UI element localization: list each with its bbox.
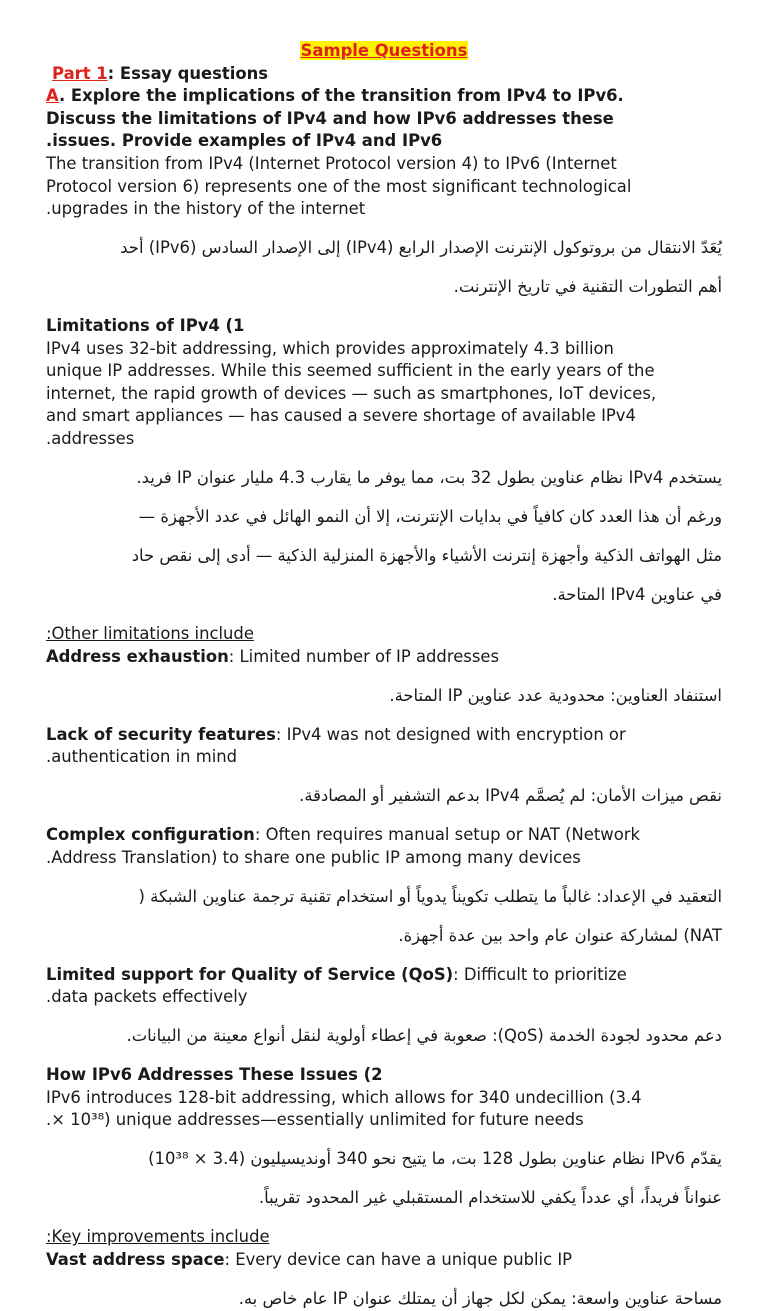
lim-en-3: internet, the rapid growth of devices — such as smartphones, IoT devices, [46,383,657,403]
vast-ar: مساحة عناوين واسعة: يمكن لكل جهاز أن يمتلك عنوان IP عام خاص به. [238,1288,722,1308]
question-letter: A [46,86,59,106]
part-rest: : Essay questions [107,63,269,83]
intro-en-1: The transition from IPv4 (Internet Protocol version 4) to IPv6 (Internet [46,153,617,173]
lim-ar-1: يستخدم IPv4 نظام عناوين بطول 32 بت، مما يوفر ما يقارب 4.3 مليار عنوان IP فريد. [136,468,722,488]
vast-desc: : Every device can have a unique public IP [224,1249,573,1269]
address-exhaustion-term: Address exhaustion [46,646,229,666]
lim-en-5: .addresses [46,429,135,449]
question-line-1 [46,85,722,108]
ipv6-ar-2: عنواناً فريداً، أي عدداً يكفي للاستخدام المستقبلي غير المحدود تقريباً. [258,1188,722,1208]
question-line-3: .issues. Provide examples of IPv4 and IPv6 [46,131,443,151]
other-limitations-label: :Other limitations include [46,624,254,643]
address-exhaustion-line [46,646,722,669]
qos-ar: دعم محدود لجودة الخدمة (QoS): صعوبة في إعطاء أولوية لنقل أنواع معينة من البيانات. [126,1026,722,1046]
doc-title-line [46,40,722,63]
ipv6-heading: How IPv6 Addresses These Issues (2 [46,1065,383,1085]
intro-ar-1: يُعَدّ الانتقال من بروتوكول الإنترنت الإصدار الرابع (IPv4) إلى الإصدار السادس (IPv6) أحد [120,238,722,258]
question-text-1: . Explore the implications of the transition from IPv4 to IPv6. [59,86,624,106]
address-exhaustion-desc: : Limited number of IP addresses [228,646,499,666]
config-term: Complex configuration [46,825,255,845]
qos-term: Limited support for Quality of Service (QoS) [46,964,454,984]
security-term: Lack of security features [46,724,276,744]
config-ar-1: التعقيد في الإعداد: غالباً ما يتطلب تكويناً يدوياً أو استخدام تقنية ترجمة عناوين الشبكة ( [138,886,722,906]
qos-desc: : Difficult to prioritize [453,964,627,984]
part-heading [46,63,722,86]
lim-en-2: unique IP addresses. While this seemed sufficient in the early years of the [46,361,655,381]
lim-en-1: IPv4 uses 32-bit addressing, which provides approximately 4.3 billion [46,338,614,358]
config-ar-2: NAT) لمشاركة عنوان عام واحد بين عدة أجهزة. [398,925,722,945]
security-ar: نقص ميزات الأمان: لم يُصمَّم IPv4 بدعم التشفير أو المصادقة. [299,786,722,806]
vast-term: Vast address space [46,1249,225,1269]
config-line [46,824,722,847]
lim-ar-4: في عناوين IPv4 المتاحة. [552,585,722,605]
part-label: Part 1 [52,63,108,83]
lim-ar-3: مثل الهواتف الذكية وأجهزة إنترنت الأشياء والأجهزة المنزلية الذكية — أدى إلى نقص حاد [131,546,722,566]
key-improvements-label: :Key improvements include [46,1227,270,1247]
config-desc: : Often requires manual setup or NAT (Network [254,825,640,845]
qos-line [46,964,722,987]
intro-en-2: Protocol version 6) represents one of the most significant technological [46,176,632,196]
config-line-2: .Address Translation) to share one public IP among many devices [46,847,581,867]
address-exhaustion-ar: استنفاد العناوين: محدودية عدد عناوين IP المتاحة. [389,685,722,705]
lim-ar-2: ورغم أن هذا العدد كان كافياً في بدايات الإنترنت، إلا أن النمو الهائل في عدد الأجهزة — [138,507,722,527]
security-line-2: .authentication in mind [46,747,238,767]
vast-line [46,1249,722,1272]
qos-line-2: .data packets effectively [46,987,248,1007]
ipv6-en-2: .× 10³⁸) unique addresses—essentially unlimited for future needs [46,1110,584,1130]
ipv6-en-1: IPv6 introduces 128-bit addressing, which allows for 340 undecillion (3.4 [46,1087,642,1107]
ipv6-ar-1: يقدّم IPv6 نظام عناوين بطول 128 بت، ما يتيح نحو 340 أونديسيليون (3.4 × 10³⁸) [148,1149,722,1169]
intro-ar-2: أهم التطورات التقنية في تاريخ الإنترنت. [453,277,722,297]
lim-en-4: and smart appliances — has caused a severe shortage of available IPv4 [46,406,636,426]
question-line-2: Discuss the limitations of IPv4 and how IPv6 addresses these [46,108,614,128]
security-desc: : IPv4 was not designed with encryption or [275,724,626,744]
intro-en-3: .upgrades in the history of the internet [46,199,366,219]
doc-title: Sample Questions [300,41,468,60]
limitations-heading: Limitations of IPv4 (1 [46,316,245,336]
security-line [46,724,722,747]
